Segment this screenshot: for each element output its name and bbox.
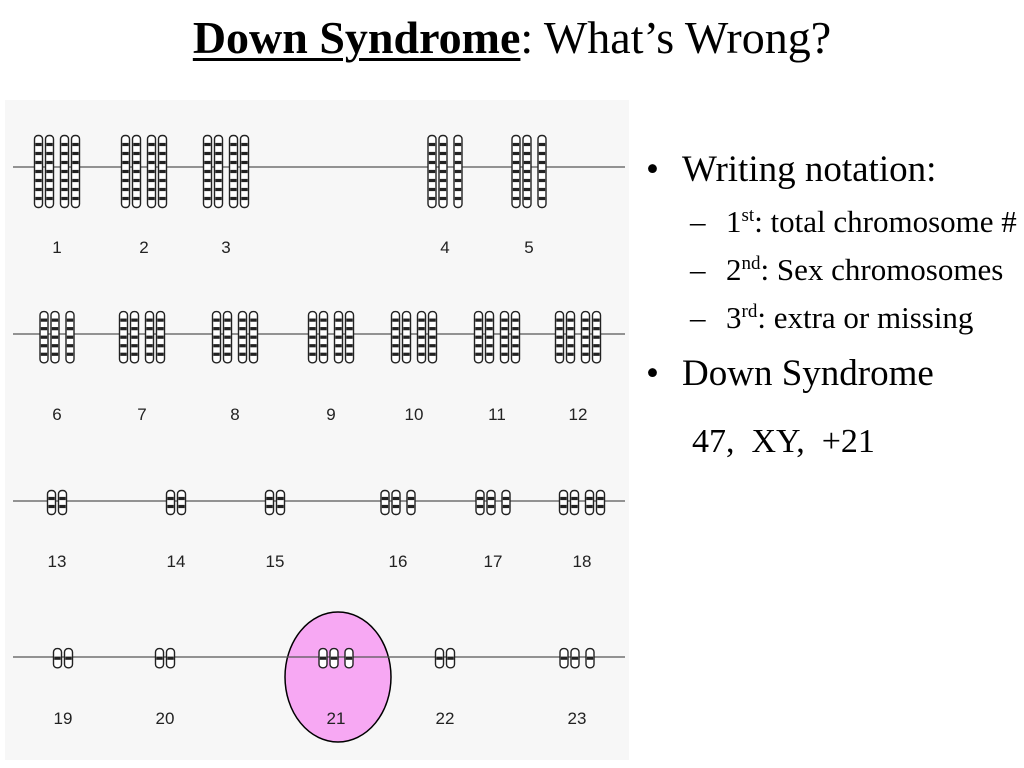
chromosome-group-15 <box>266 491 285 515</box>
chromosome <box>178 491 186 515</box>
chromosome-label-4: 4 <box>440 238 450 257</box>
chromosome-label-9: 9 <box>326 405 336 424</box>
chromosome-label-22: 22 <box>435 709 455 728</box>
chromosome-group-17 <box>476 491 510 515</box>
karyotype-image <box>5 100 629 760</box>
chromosome-label-19: 19 <box>53 709 73 728</box>
chromosome-group-21 <box>319 649 353 668</box>
chromosome <box>597 491 605 515</box>
chromosome-group-5 <box>512 136 546 208</box>
chromosome-label-7: 7 <box>137 405 147 424</box>
dash: – <box>690 252 706 287</box>
chromosome-group-14 <box>167 491 186 515</box>
bullet-dot: • <box>646 149 659 190</box>
chromosome-label-14: 14 <box>166 552 186 571</box>
bullet-text: Down Syndrome <box>682 353 934 394</box>
slide-title <box>0 8 1024 68</box>
chromosome <box>167 491 175 515</box>
chromosome <box>476 491 484 515</box>
chromosome-label-17: 17 <box>483 552 503 571</box>
bullet-text: Writing notation: <box>682 149 937 190</box>
chromosome <box>266 491 274 515</box>
chromosome-label-15: 15 <box>265 552 285 571</box>
chromosome <box>571 491 579 515</box>
chromosome-group-18 <box>560 491 605 515</box>
chromosome-label-3: 3 <box>221 238 231 257</box>
chromosome-label-2: 2 <box>139 238 149 257</box>
chromosome-group-3 <box>204 136 249 208</box>
chromosome-group-7 <box>120 312 165 363</box>
sub-text: : extra or missing <box>757 300 974 335</box>
chromosome-group-8 <box>213 312 258 363</box>
sub-text: : Sex chromosomes <box>760 252 1004 287</box>
chromosome-group-9 <box>309 312 354 363</box>
chromosome <box>586 491 594 515</box>
chromosome-group-20 <box>156 649 175 668</box>
chromosome-group-4 <box>428 136 462 208</box>
chromosome-label-13: 13 <box>47 552 67 571</box>
chromosome-group-10 <box>392 312 437 363</box>
ordinal-suffix: rd <box>741 301 758 322</box>
bullet-writing-notation <box>642 148 1017 192</box>
chromosome-group-23 <box>560 649 594 668</box>
karyotype-svg <box>5 100 629 760</box>
chromosome-label-23: 23 <box>567 709 587 728</box>
chromosome <box>407 491 415 515</box>
chromosome-label-10: 10 <box>404 405 424 424</box>
dash: – <box>690 300 706 335</box>
chromosome <box>487 491 495 515</box>
sub-item-second <box>642 252 1017 288</box>
chromosome-label-8: 8 <box>230 405 240 424</box>
ordinal-suffix: st <box>741 205 755 226</box>
chromosome <box>560 491 568 515</box>
chromosome <box>392 491 400 515</box>
chromosome-group-2 <box>122 136 167 208</box>
chromosome-group-12 <box>556 312 601 363</box>
chromosome-label-18: 18 <box>572 552 592 571</box>
chromosome <box>59 491 67 515</box>
chromosome <box>277 491 285 515</box>
sub-text: : total chromosome # <box>754 204 1017 239</box>
chromosome-label-12: 12 <box>568 405 588 424</box>
ordinal: 2 <box>726 252 742 287</box>
notes-panel <box>642 148 1017 462</box>
dash: – <box>690 204 706 239</box>
chromosome-group-6 <box>40 312 74 363</box>
ordinal: 1 <box>726 204 742 239</box>
chromosome-label-16: 16 <box>388 552 408 571</box>
chromosome-group-22 <box>436 649 455 668</box>
sub-item-third <box>642 300 1017 336</box>
chromosome <box>48 491 56 515</box>
bullet-dot: • <box>646 353 659 394</box>
chromosome-label-5: 5 <box>524 238 534 257</box>
sub-item-first <box>642 204 1017 240</box>
title-rest: : What’s Wrong? <box>520 12 832 63</box>
chromosome <box>502 491 510 515</box>
chromosome-group-16 <box>381 491 415 515</box>
ordinal-suffix: nd <box>741 253 761 274</box>
chromosome-group-13 <box>48 491 67 515</box>
chromosome-label-21: 21 <box>326 709 346 728</box>
chromosome-label-20: 20 <box>155 709 175 728</box>
ordinal: 3 <box>726 300 742 335</box>
karyotype-notation: 47, XY, +21 <box>692 423 875 460</box>
chromosome-group-1 <box>35 136 80 208</box>
chromosome-label-11: 11 <box>488 405 506 424</box>
chromosome <box>381 491 389 515</box>
title-bold: Down Syndrome <box>192 12 521 63</box>
bullet-down-syndrome <box>642 352 1017 396</box>
chromosome-group-19 <box>54 649 73 668</box>
chromosome-label-1: 1 <box>52 238 62 257</box>
chromosome-label-6: 6 <box>52 405 62 424</box>
chromosome-group-11 <box>475 312 520 363</box>
